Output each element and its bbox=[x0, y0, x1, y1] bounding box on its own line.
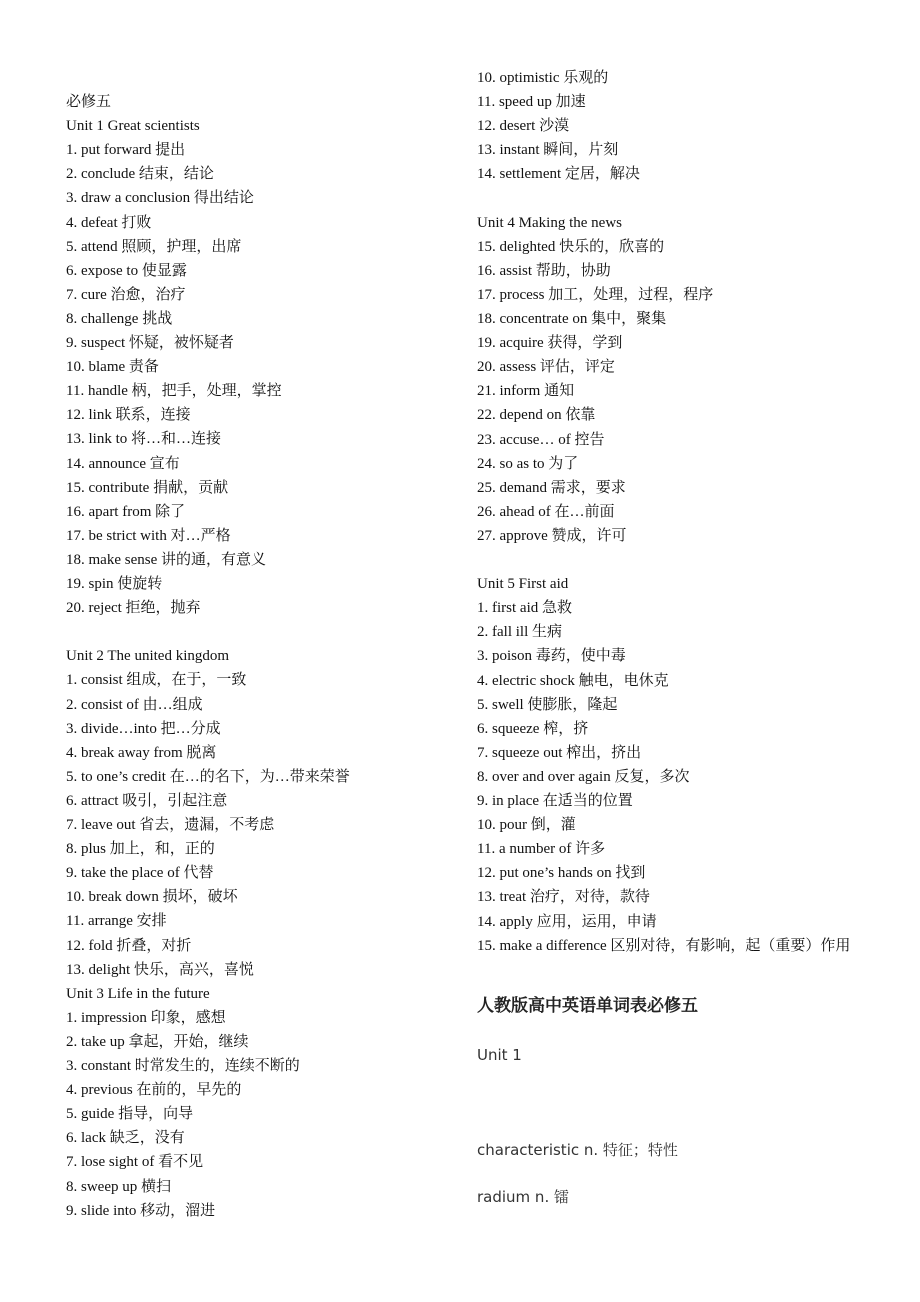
vocab-entry: 3. poison 毒药，使中毒 bbox=[477, 648, 626, 665]
vocab-entry: 9. suspect 怀疑，被怀疑者 bbox=[66, 335, 234, 351]
vocab-entry: 4. defeat 打败 bbox=[66, 214, 152, 231]
vocab-entry: 13. instant 瞬间，片刻 bbox=[477, 142, 619, 159]
vocab-entry: 3. constant 时常发生的，连续不断的 bbox=[66, 1058, 300, 1074]
vocab-entry: 1. consist 组成，在于，一致 bbox=[66, 672, 247, 689]
vocab-entry: 27. approve 赞成，许可 bbox=[477, 527, 627, 544]
vocab-entry: 2. take up 拿起，开始，继续 bbox=[66, 1033, 249, 1050]
vocab-entry: 7. cure 治愈，治疗 bbox=[66, 286, 186, 303]
vocab-entry: 4. electric shock 触电，电休克 bbox=[477, 672, 669, 689]
vocab-entry: 10. pour 倒，灌 bbox=[477, 817, 576, 834]
vocab-entry: 18. make sense 讲的通，有意义 bbox=[66, 551, 266, 568]
vocab-entry: 1. put forward 提出 bbox=[66, 142, 186, 159]
vocab-entry: 8. challenge 挑战 bbox=[66, 310, 173, 327]
vocab-entry: 11. a number of 许多 bbox=[477, 841, 606, 858]
vocab-entry: 13. delight 快乐，高兴，喜悦 bbox=[66, 961, 254, 978]
vocab-entry: 5. to one’s credit 在…的名下，为…带来荣誉 bbox=[66, 768, 350, 785]
vocab-entry: 16. assist 帮助，协助 bbox=[477, 262, 611, 279]
vocab-entry: 11. speed up 加速 bbox=[477, 94, 586, 111]
vocab-entry: 20. assess 评估，评定 bbox=[477, 359, 615, 376]
vocab-entry: 12. fold 折叠，对折 bbox=[66, 937, 192, 954]
vocab-entry: 13. link to 将…和…连接 bbox=[66, 431, 222, 448]
vocab-entry: 7. squeeze out 榨出，挤出 bbox=[477, 744, 642, 761]
vocab-entry: 12. put one’s hands on 找到 bbox=[477, 865, 646, 882]
vocab-entry: 6. attract 吸引，引起注意 bbox=[66, 792, 228, 809]
vocab-entry: 10. blame 责备 bbox=[66, 359, 159, 376]
vocab-entry: 15. contribute 捐献，贡献 bbox=[66, 479, 229, 496]
vocab-entry: 19. spin 使旋转 bbox=[66, 576, 163, 592]
vocab-entry: 2. fall ill 生病 bbox=[477, 624, 562, 641]
vocab-entry: 1. first aid 急救 bbox=[477, 600, 572, 617]
vocab-entry: 6. lack 缺乏，没有 bbox=[66, 1130, 185, 1147]
vocab-entry: 18. concentrate on 集中，聚集 bbox=[477, 311, 667, 327]
vocab-entry: 9. slide into 移动，溜进 bbox=[66, 1202, 216, 1219]
section-heading: Unit 5 First aid bbox=[477, 576, 569, 593]
vocab-entry: 11. arrange 安排 bbox=[66, 913, 167, 930]
section-heading: Unit 1 Great scientists bbox=[66, 118, 200, 135]
vocab-entry: 2. consist of 由…组成 bbox=[66, 696, 203, 713]
section-heading: Unit 3 Life in the future bbox=[66, 985, 210, 1002]
vocab-entry: 3. draw a conclusion 得出结论 bbox=[66, 190, 254, 207]
vocab-entry: 6. squeeze 榨，挤 bbox=[477, 720, 589, 737]
vocab-entry: 20. reject 拒绝，抛弃 bbox=[66, 600, 201, 617]
vocab-entry: 9. in place 在适当的位置 bbox=[477, 793, 633, 809]
section-heading: 必修五 bbox=[66, 94, 112, 110]
vocab-entry: 1. impression 印象，感想 bbox=[66, 1009, 226, 1026]
vocab-entry: 14. apply 应用，运用，申请 bbox=[477, 913, 657, 930]
vocab-entry: 8. over and over again 反复，多次 bbox=[477, 768, 690, 785]
vocab-entry: 7. leave out 省去，遗漏，不考虑 bbox=[66, 817, 275, 833]
section-heading: Unit 2 The united kingdom bbox=[66, 648, 230, 665]
vocab-entry: 17. process 加工，处理，过程，程序 bbox=[477, 286, 714, 303]
vocab-entry: 19. acquire 获得，学到 bbox=[477, 335, 623, 352]
vocab-entry: 11. handle 柄，把手，处理，掌控 bbox=[66, 383, 282, 400]
vocab-entry: 3. divide…into 把…分成 bbox=[66, 720, 221, 737]
vocab-entry: 12. desert 沙漠 bbox=[477, 118, 570, 135]
vocab-entry: 14. settlement 定居，解决 bbox=[477, 166, 640, 183]
vocab-entry: 26. ahead of 在…前面 bbox=[477, 503, 615, 520]
unit-label: Unit 1 bbox=[477, 1046, 522, 1064]
vocab-entry: 4. previous 在前的，早先的 bbox=[66, 1082, 242, 1099]
vocab-entry: 8. sweep up 横扫 bbox=[66, 1178, 171, 1195]
section-heading: Unit 4 Making the news bbox=[477, 214, 622, 231]
vocab-entry: 7. lose sight of 看不见 bbox=[66, 1154, 204, 1171]
vocab-entry: 23. accuse… of 控告 bbox=[477, 431, 605, 448]
vocab-entry: 22. depend on 依靠 bbox=[477, 407, 596, 424]
vocab-entry: 6. expose to 使显露 bbox=[66, 262, 187, 279]
vocab-entry: 24. so as to 为了 bbox=[477, 455, 579, 472]
vocab-entry: 5. swell 使膨胀，隆起 bbox=[477, 696, 618, 713]
vocab-entry: 12. link 联系，连接 bbox=[66, 407, 191, 424]
vocab-entry: 5. guide 指导，向导 bbox=[66, 1106, 194, 1123]
vocab-entry: 17. be strict with 对…严格 bbox=[66, 527, 231, 544]
vocab-entry: 21. inform 通知 bbox=[477, 383, 575, 400]
vocab-entry: 10. optimistic 乐观的 bbox=[477, 70, 609, 86]
vocab-entry: 15. make a difference 区别对待，有影响，起（重要）作用 bbox=[477, 937, 851, 954]
vocab-entry: radium n. 镭 bbox=[477, 1188, 569, 1206]
vocab-entry: 13. treat 治疗，对待，款待 bbox=[477, 889, 650, 906]
vocab-entry: 10. break down 损坏，破坏 bbox=[66, 889, 238, 906]
vocab-entry: characteristic n. 特征；特性 bbox=[477, 1141, 678, 1159]
vocab-entry: 5. attend 照顾，护理，出席 bbox=[66, 238, 242, 255]
vocab-entry: 15. delighted 快乐的，欣喜的 bbox=[477, 238, 665, 255]
vocab-entry: 14. announce 宣布 bbox=[66, 455, 180, 472]
document-title: 人教版高中英语单词表必修五 bbox=[477, 996, 698, 1016]
vocab-entry: 8. plus 加上，和，正的 bbox=[66, 841, 215, 858]
vocab-entry: 9. take the place of 代替 bbox=[66, 865, 214, 882]
vocab-entry: 16. apart from 除了 bbox=[66, 503, 186, 520]
vocab-entry: 2. conclude 结束，结论 bbox=[66, 166, 214, 183]
vocab-entry: 25. demand 需求，要求 bbox=[477, 479, 626, 496]
vocab-entry: 4. break away from 脱离 bbox=[66, 744, 217, 761]
